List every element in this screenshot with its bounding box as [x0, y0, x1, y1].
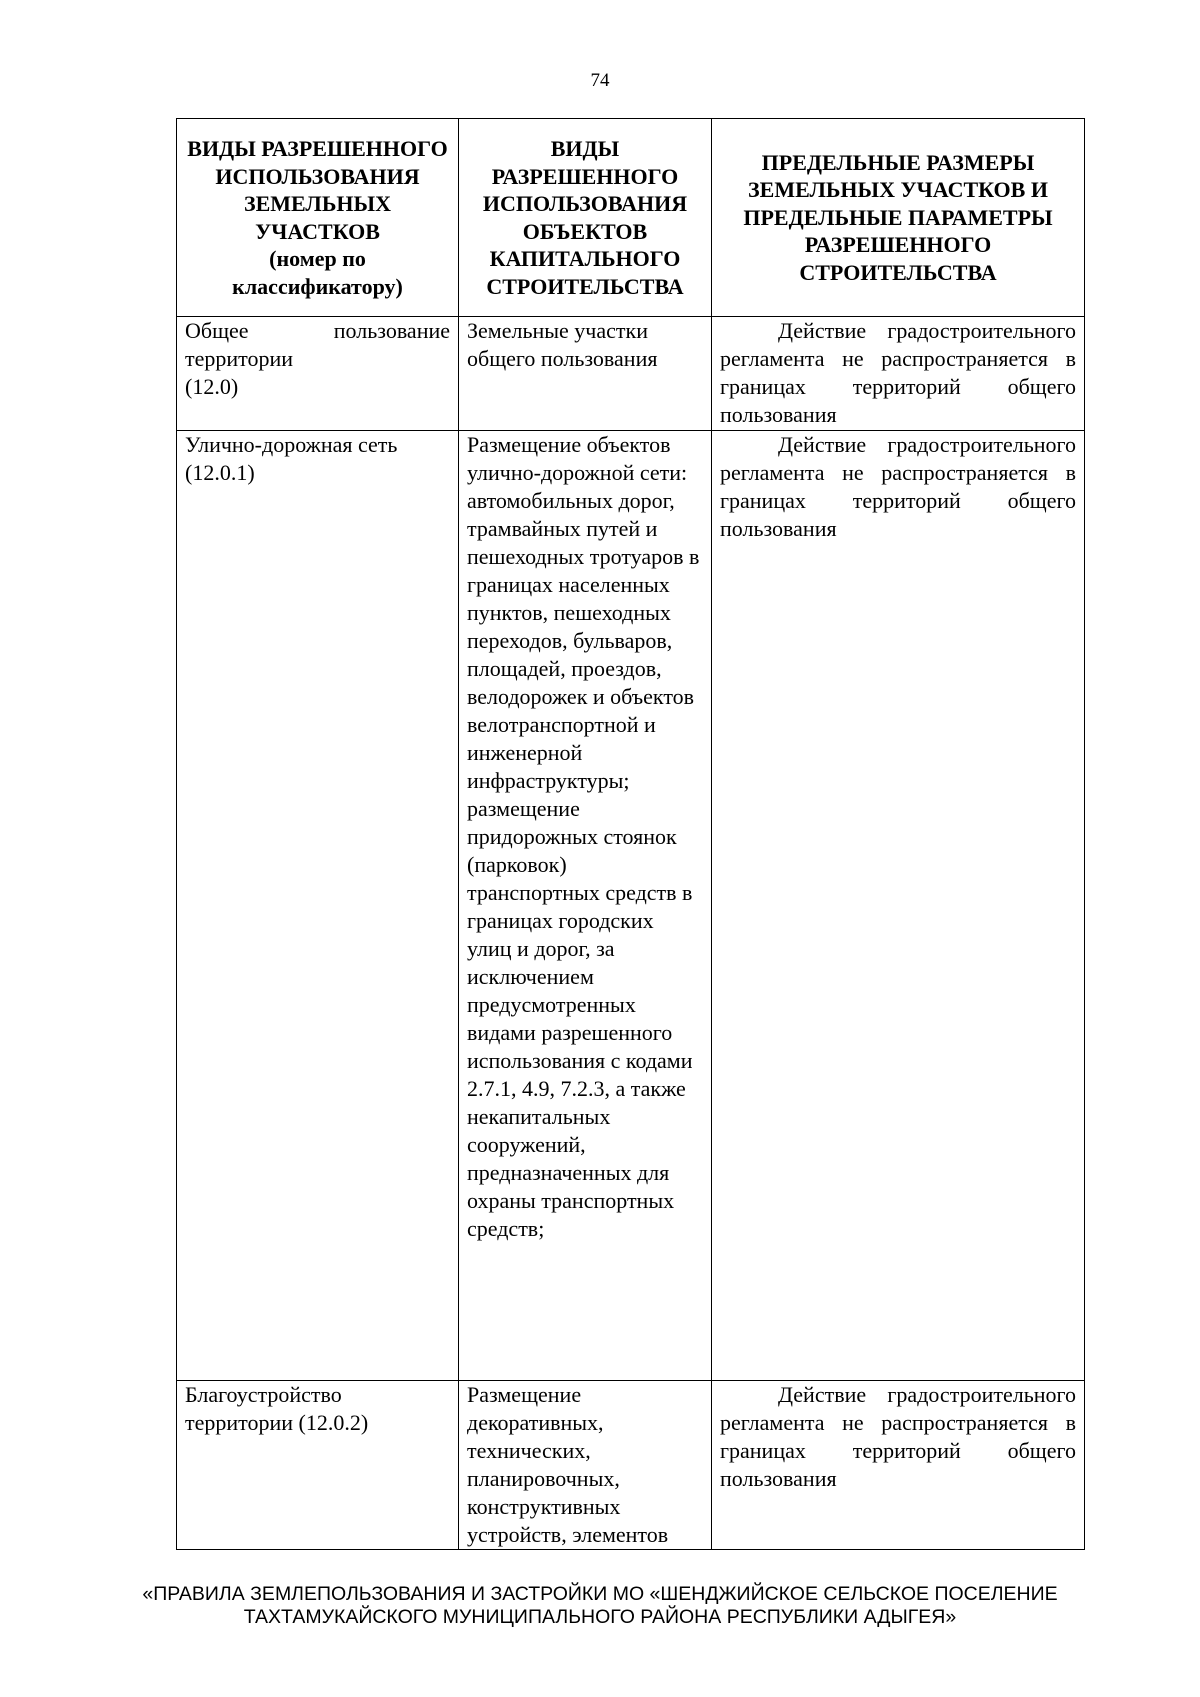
land-use-name: Благоустройство территории: [185, 1382, 342, 1435]
cell-limits: Действие градостроительного регламента не распространяется в границах территорий общего пользования: [712, 1381, 1085, 1550]
header-land-use-main: ВИДЫ РАЗРЕШЕННОГО ИСПОЛЬЗОВАНИЯ ЗЕМЕЛЬНЫХ УЧАСТКОВ: [187, 136, 448, 244]
land-use-name: Улично-дорожная сеть: [185, 432, 398, 457]
land-use-name: Общее пользование территории: [185, 318, 450, 371]
cell-capital-objects: Размещение декоративных, технических, планировочных, конструктивных устройств, элементов: [459, 1381, 712, 1550]
cell-capital-objects: Земельные участки общего пользования: [459, 317, 712, 431]
cell-limits: Действие градостроительного регламента не распространяется в границах территорий общего пользования: [712, 317, 1085, 431]
table-row: [177, 431, 1085, 1381]
footer-line-2: ТАХТАМУКАЙСКОГО МУНИЦИПАЛЬНОГО РАЙОНА РЕСПУБЛИКИ АДЫГЕЯ»: [243, 1606, 957, 1628]
cell-land-use: [177, 431, 459, 1381]
header-land-use: [177, 119, 459, 317]
table-row: [177, 317, 1085, 431]
cell-limits: Действие градостроительного регламента не распространяется в границах территорий общего пользования: [712, 431, 1085, 1381]
land-use-table: [176, 118, 1085, 1550]
table-row: [177, 1381, 1085, 1550]
page-number: 74: [590, 70, 610, 91]
document-footer: [0, 1583, 1200, 1629]
header-limits: ПРЕДЕЛЬНЫЕ РАЗМЕРЫ ЗЕМЕЛЬНЫХ УЧАСТКОВ И ПРЕДЕЛЬНЫЕ ПАРАМЕТРЫ РАЗРЕШЕННОГО СТРОИТЕЛЬСТВА: [712, 119, 1085, 317]
land-use-code: (12.0): [185, 374, 239, 399]
cell-land-use: [177, 317, 459, 431]
cell-land-use: [177, 1381, 459, 1550]
land-use-code: (12.0.2): [298, 1410, 369, 1435]
header-capital-objects: ВИДЫ РАЗРЕШЕННОГО ИСПОЛЬЗОВАНИЯ ОБЪЕКТОВ КАПИТАЛЬНОГО СТРОИТЕЛЬСТВА: [459, 119, 712, 317]
header-land-use-sub: (номер по классификатору): [232, 246, 403, 299]
cell-capital-objects: Размещение объектов улично-дорожной сети: автомобильных дорог, трамвайных путей и пешеходных тротуаров в границах населенных пунктов, пешеходных переходов, бульваров, площадей, проездов, велодорожек и объектов велотранспортной и инженерной инфраструктуры; размещение придорожных стоянок (парковок) транспортных средств в границах городских улиц и дорог, за исключением предусмотренных видами разрешенного использования с кодами 2.7.1, 4.9, 7.2.3, а также некапитальных сооружений, предназначенных для охраны транспортных средств;: [459, 431, 712, 1381]
footer-line-1: «ПРАВИЛА ЗЕМЛЕПОЛЬЗОВАНИЯ И ЗАСТРОЙКИ МО «ШЕНДЖИЙСКОЕ СЕЛЬСКОЕ ПОСЕЛЕНИЕ: [142, 1583, 1058, 1605]
table-header-row: [177, 119, 1085, 317]
land-use-code: (12.0.1): [185, 460, 255, 485]
